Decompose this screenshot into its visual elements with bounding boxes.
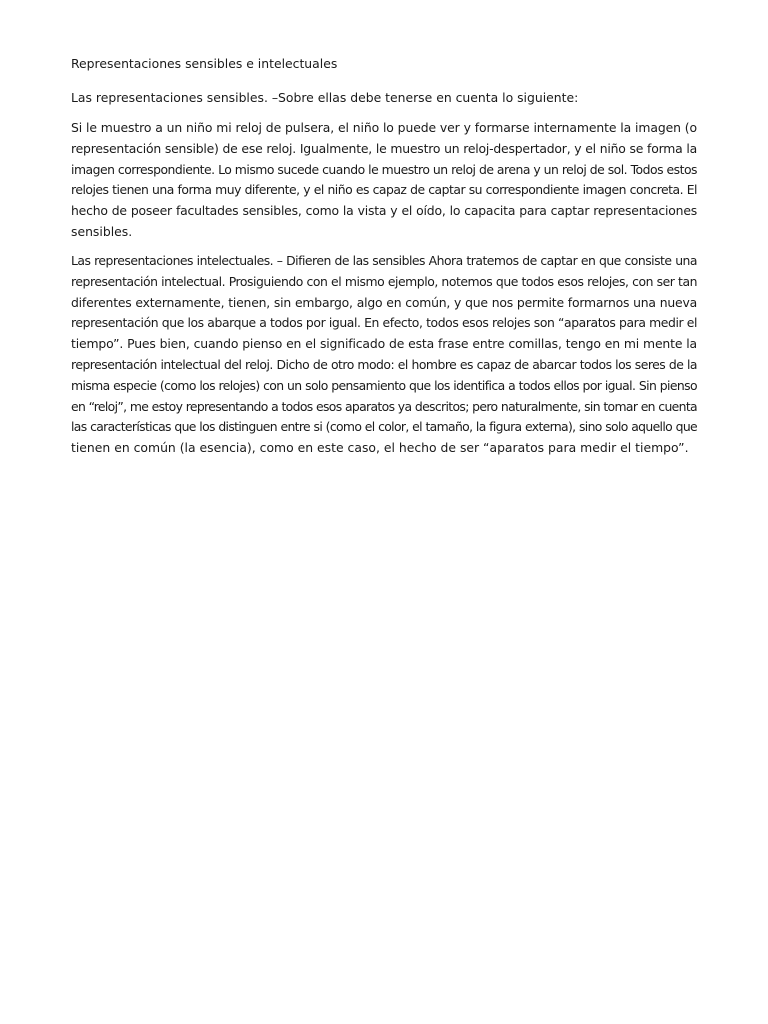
paragraph-line: Las representaciones intelectuales. – Difieren de las sensibles Ahora tratemos de captar en que consiste una xyxy=(71,253,697,268)
section-heading-sensibles xyxy=(71,88,697,109)
paragraph-intelectuales xyxy=(71,251,697,459)
paragraph-line: imagen correspondiente. Lo mismo sucede cuando le muestro un reloj de arena y un reloj de sol. Todos estos xyxy=(71,161,697,177)
subtitle-line: Las representaciones sensibles. –Sobre ellas debe tenerse en cuenta lo siguiente: xyxy=(71,90,579,105)
paragraph-line: diferentes externamente, tienen, sin embargo, algo en común, y que nos permite formarnos una nueva xyxy=(71,294,697,310)
paragraph-line: relojes tienen una forma muy diferente, y el niño es capaz de captar su correspondiente imagen concreta. El xyxy=(71,182,697,198)
paragraph-line: misma especie (como los relojes) con un solo pensamiento que los identifica a todos ellos por igual. Sin pienso xyxy=(71,377,697,393)
paragraph-line: representación intelectual del reloj. Dicho de otro modo: el hombre es capaz de abarcar todos los seres de la xyxy=(71,356,697,372)
paragraph-line: representación que los abarque a todos por igual. En efecto, todos esos relojes son “aparatos para medir el xyxy=(71,315,697,331)
title-line: Representaciones sensibles e intelectuales xyxy=(71,56,338,71)
paragraph-line: en “reloj”, me estoy representando a todos esos aparatos ya descritos; pero naturalmente, sin tomar en cuenta xyxy=(71,398,697,414)
paragraph-line: Si le muestro a un niño mi reloj de pulsera, el niño lo puede ver y formarse internamente la imagen (o xyxy=(71,120,697,135)
paragraph-line: representación sensible) de ese reloj. Igualmente, le muestro un reloj-despertador, y el niño se forma la xyxy=(71,140,697,156)
paragraph-line: sensibles. xyxy=(71,223,133,239)
document-title xyxy=(71,54,697,75)
paragraph-line: tienen en común (la esencia), como en este caso, el hecho de ser “aparatos para medir el tiempo”. xyxy=(71,440,689,456)
paragraph-line: tiempo”. Pues bien, cuando pienso en el significado de esta frase entre comillas, tengo en mi mente la xyxy=(71,336,697,352)
paragraph-sensibles xyxy=(71,118,697,243)
paragraph-line: hecho de poseer facultades sensibles, como la vista y el oído, lo capacita para captar representaciones xyxy=(71,203,697,219)
paragraph-line: las características que los distinguen entre si (como el color, el tamaño, la figura externa), sino solo aquello que xyxy=(71,419,697,435)
paragraph-line: representación intelectual. Prosiguiendo con el mismo ejemplo, notemos que todos esos relojes, con ser tan xyxy=(71,273,697,289)
